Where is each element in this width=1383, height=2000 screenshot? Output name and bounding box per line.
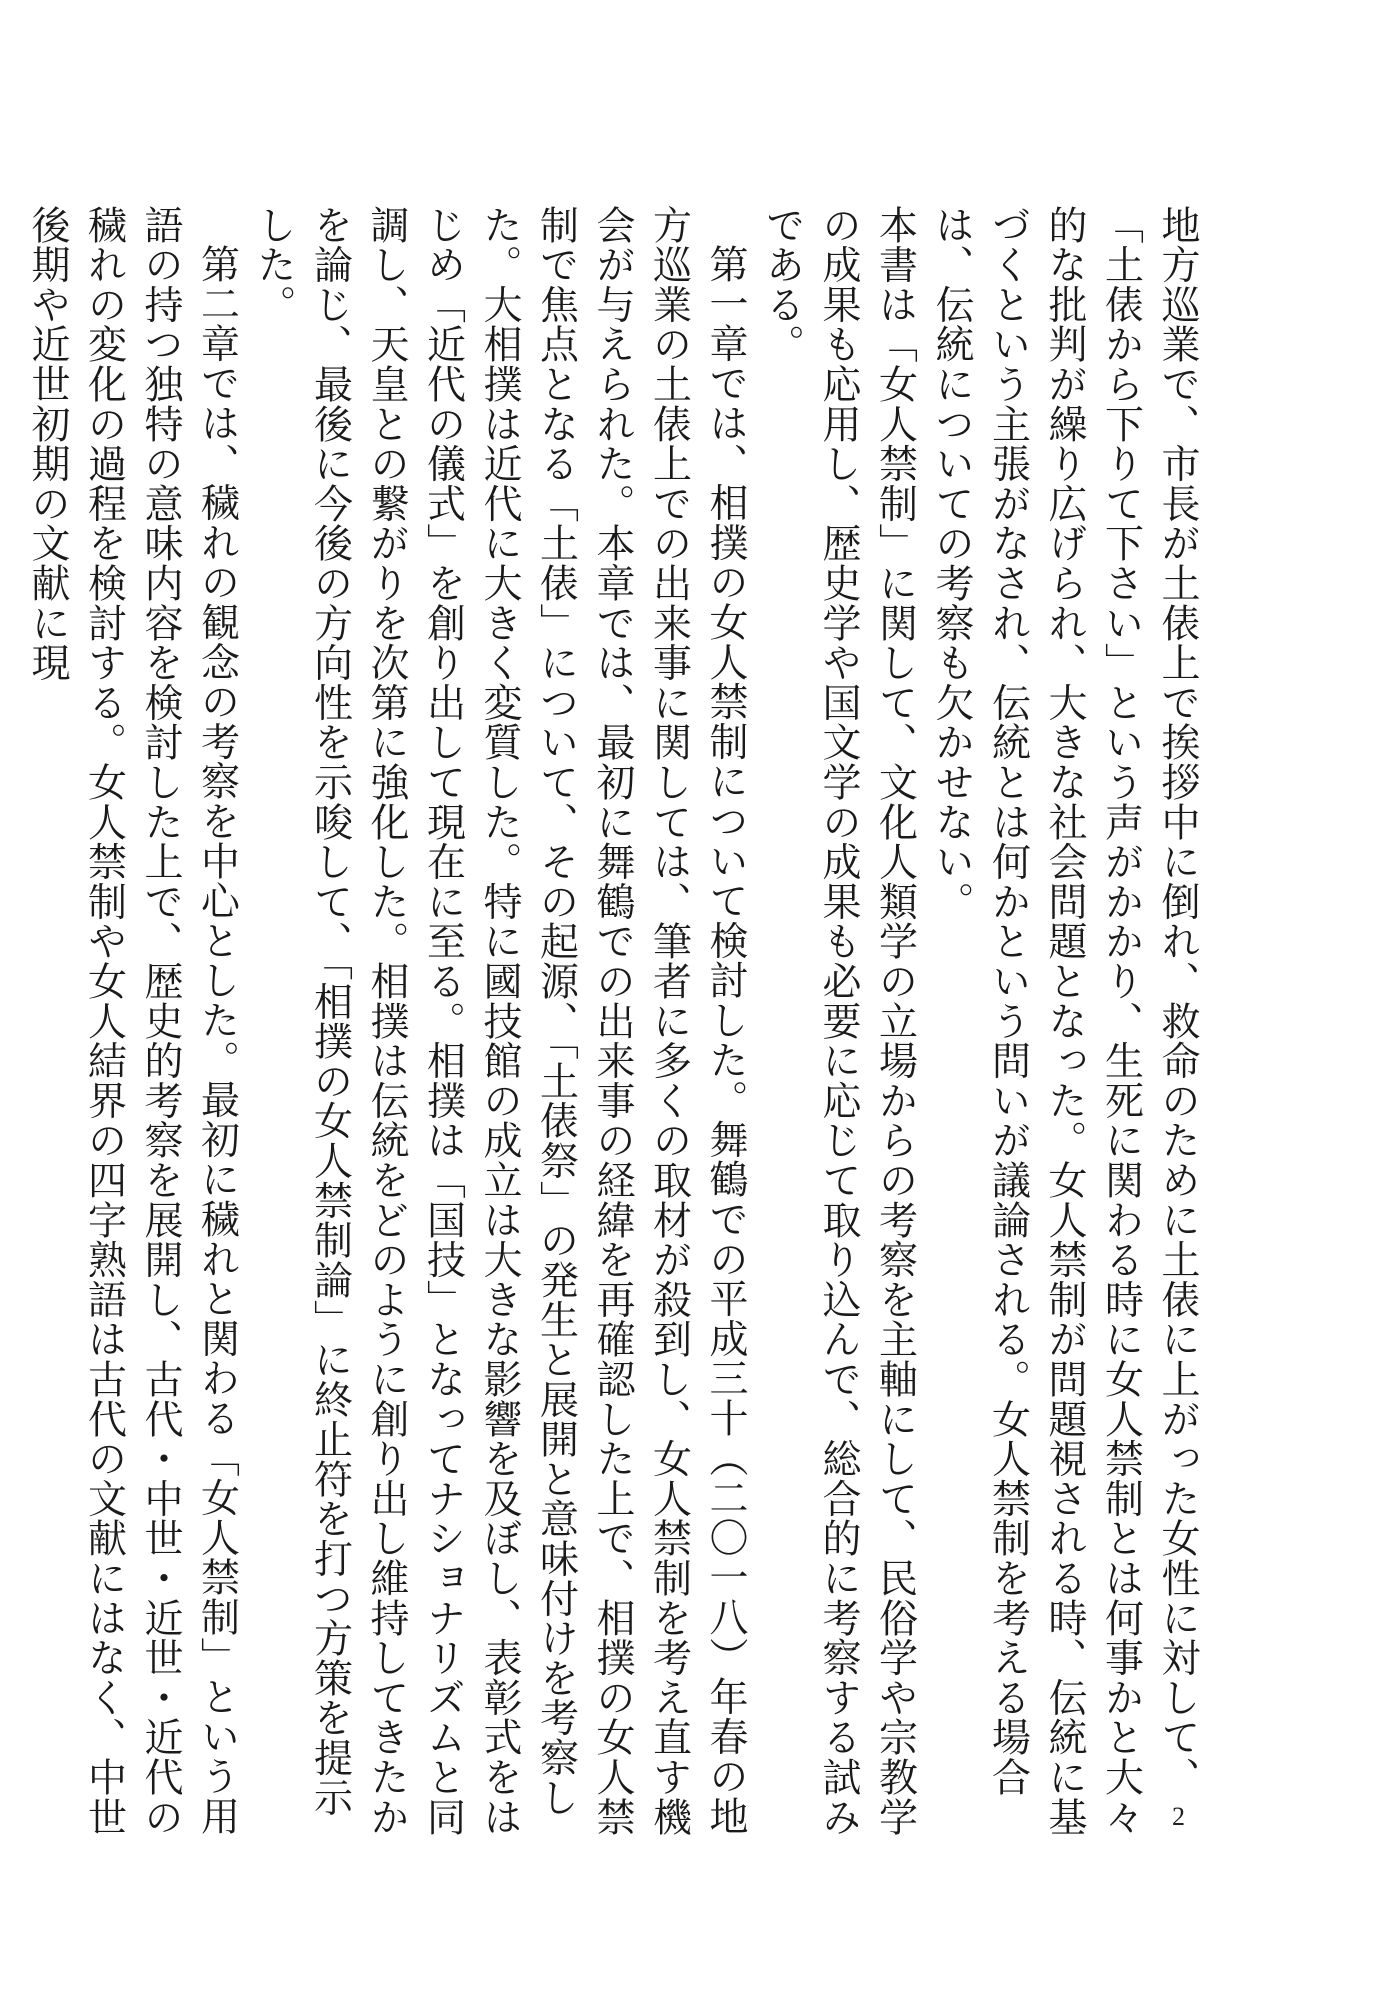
paragraph-3: 第一章では、相撲の女人禁制について検討した。舞鶴での平成三十（二〇一八）年春の地方巡業の土俵上での出来事に関しては、筆者に多くの取材が殺到し、女人禁制を考え直す機会が与えられた。本章では、最初に舞鶴での出来事の経緯を再確認した上で、相撲の女人禁制で焦点となる「土俵」について、その起源、「土俵祭」の発生と展開と意味付けを考察した。大相撲は近代に大きく変質した。特に國技館の成立は大きな影響を及ぼし、表彰式をはじめ「近代の儀式」を創り出して現在に至る。相撲は「国技」となってナショナリズムと同調し、天皇との繋がりを次第に強化した。相撲は伝統をどのように創り出し維持してきたかを論じ、最後に今後の方向性を示唆して、「相撲の女人禁制論」に終止符を打つ方策を提示した。 — [251, 205, 748, 1837]
body-text — [25, 205, 1205, 1855]
paragraph-1: 地方巡業で、市長が土俵上で挨拶中に倒れ、救命のために土俵に上がった女性に対して、「土俵から下りて下さい」という声がかかり、生死に関わる時に女人禁制とは何事かと大々的な批判が繰り広げられ、大きな社会問題となった。女人禁制が問題視される時、伝統に基づくという主張がなされ、伝統とは何かという問いが議論される。女人禁制を考える場合は、伝統についての考察も欠かせない。 — [929, 205, 1200, 1837]
page-number: 2 — [1172, 1802, 1185, 1831]
paragraph-4: 第二章では、穢れの観念の考察を中心とした。最初に穢れと関わる「女人禁制」という用語の持つ独特の意味内容を検討した上で、歴史的考察を展開し、古代・中世・近世・近代の穢れの変化の過程を検討する。女人禁制や女人結界の四字熟語は古代の文献にはなく、中世後期や近世初期の文献に現 — [25, 205, 240, 1837]
paragraph-2: 本書は「女人禁制」に関して、文化人類学の立場からの考察を主軸にして、民俗学や宗教学の成果も応用し、歴史学や国文学の成果も必要に応じて取り込んで、総合的に考察する試みである。 — [759, 205, 918, 1837]
